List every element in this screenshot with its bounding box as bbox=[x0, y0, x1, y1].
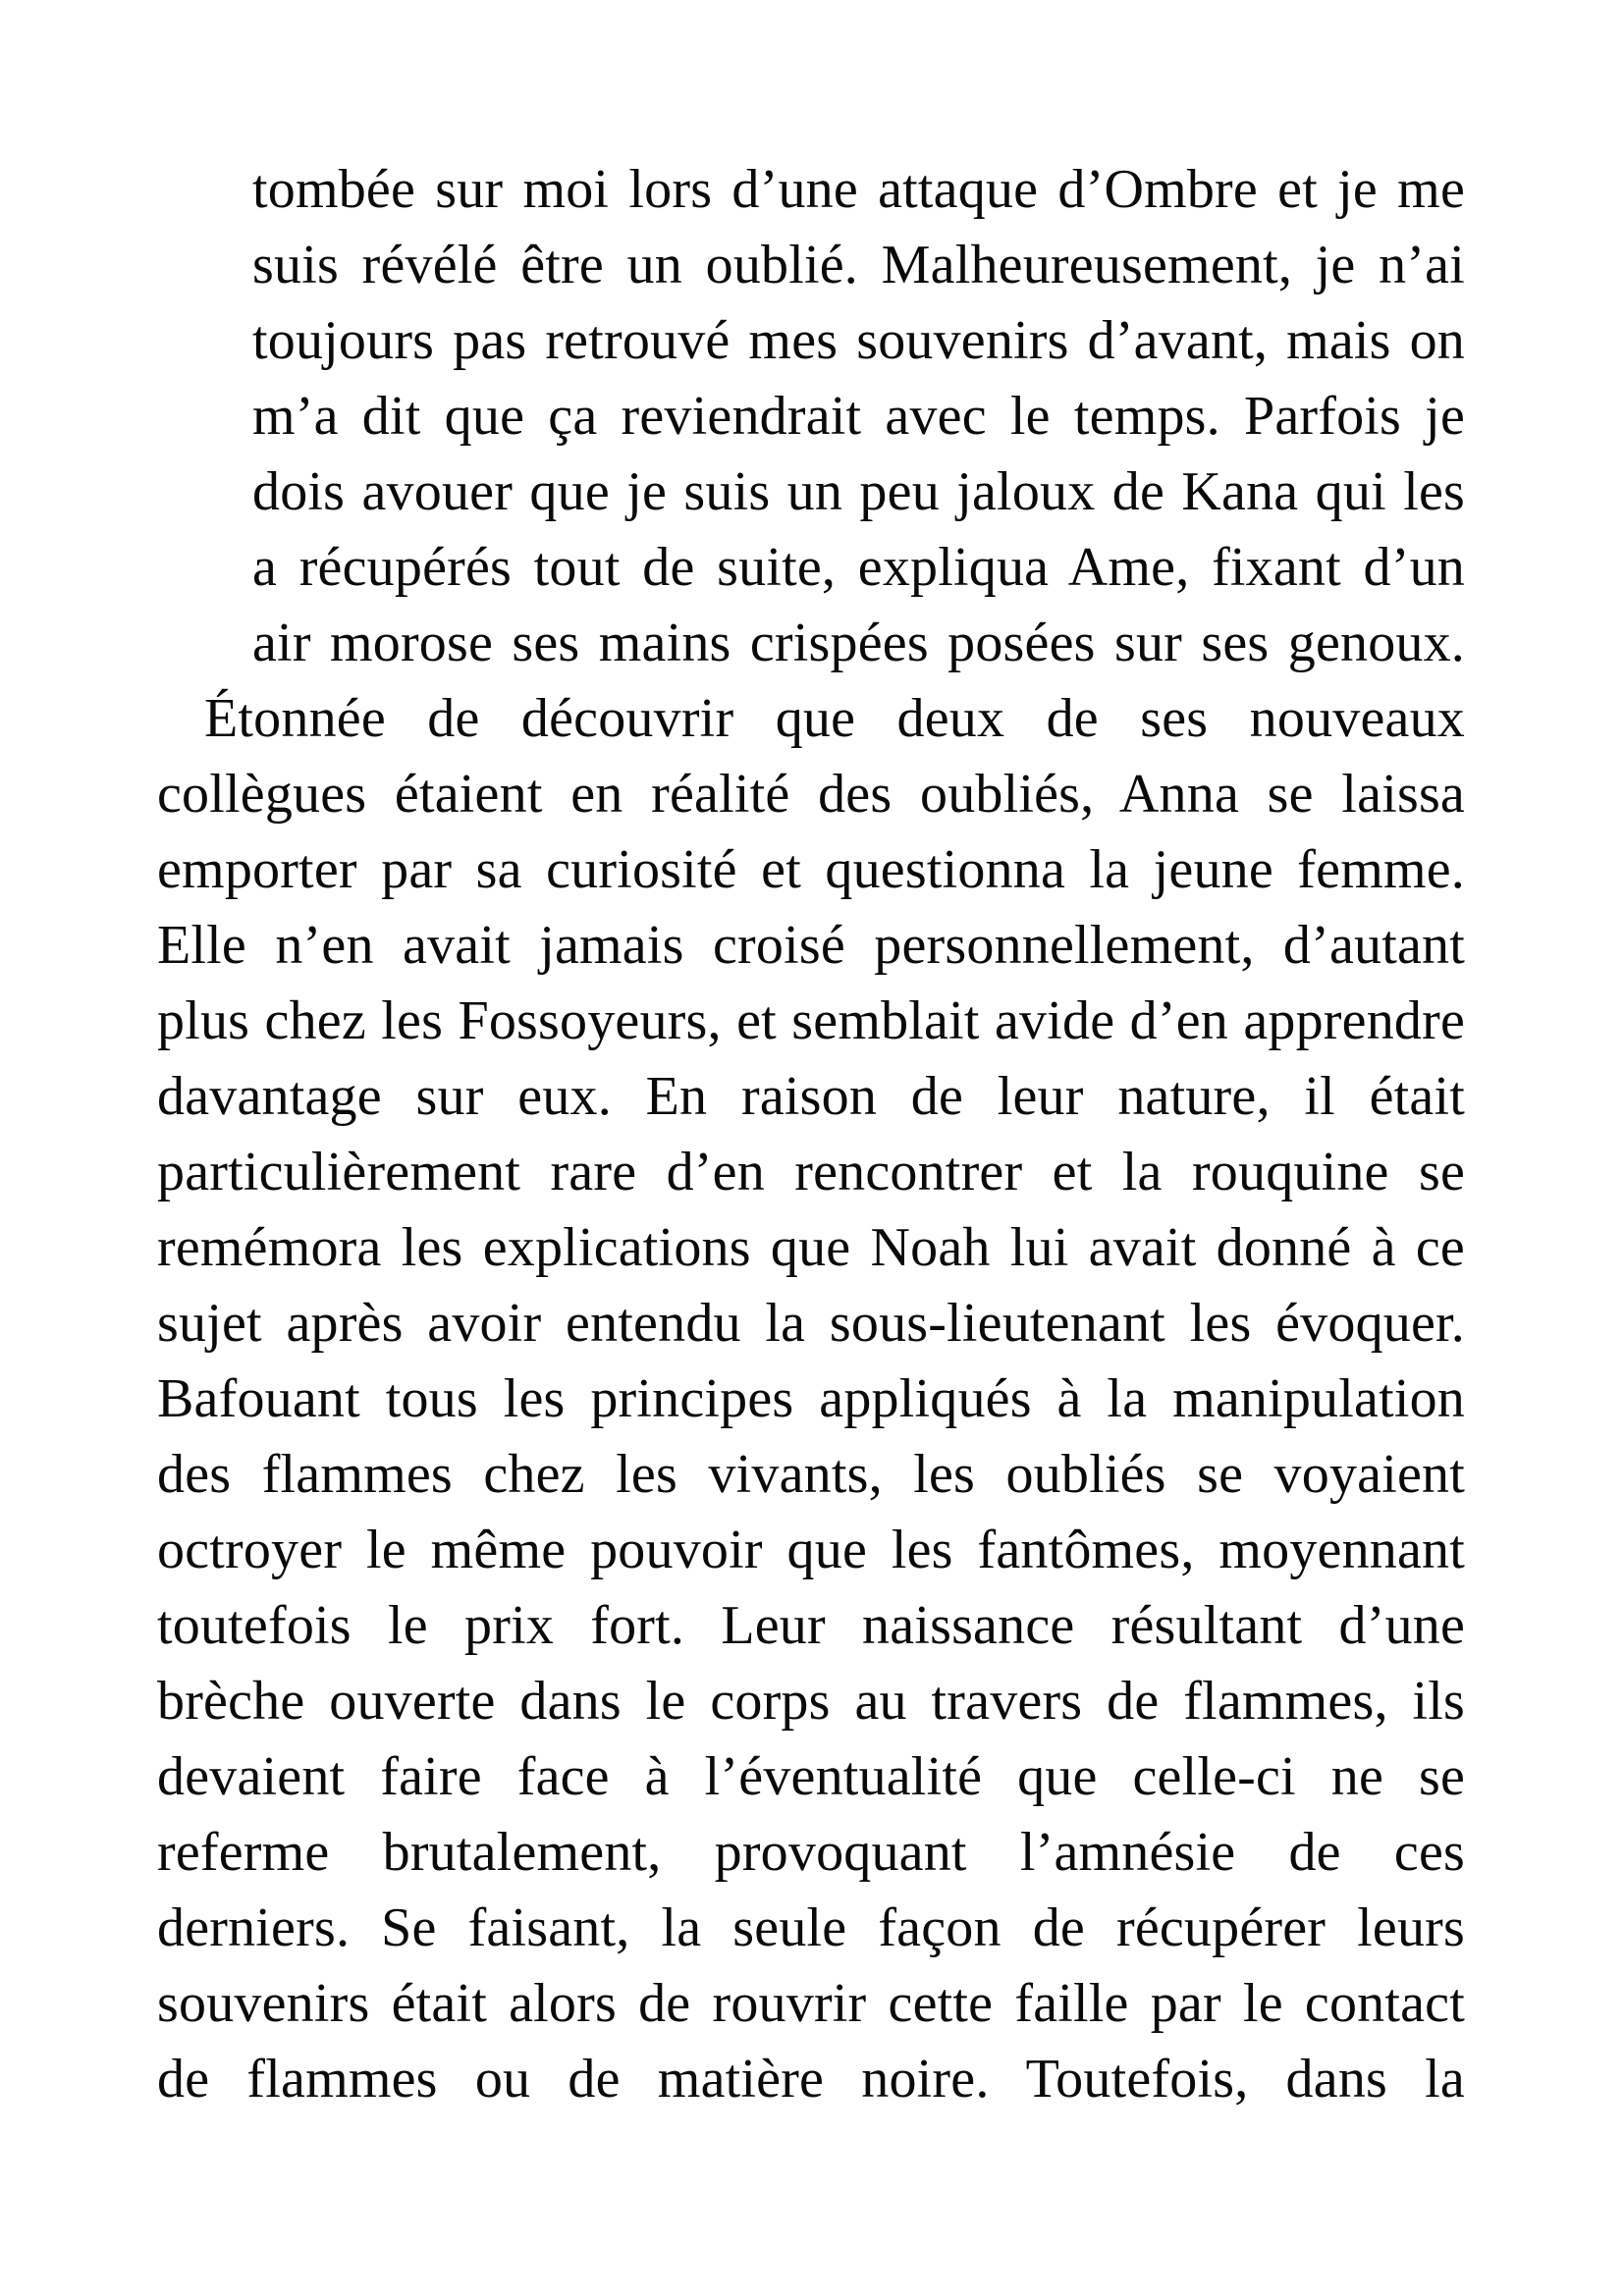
text-line: derniers. Se faisant, la seule façon de récupérer leurs bbox=[157, 1897, 1465, 1958]
text-line: plus chez les Fossoyeurs, et semblait avide d’en apprendre bbox=[157, 990, 1465, 1051]
paragraph-p1 bbox=[252, 152, 1465, 681]
text-line: Elle n’en avait jamais croisé personnellement, d’autant bbox=[157, 915, 1465, 976]
text-line: toutefois le prix fort. Leur naissance résultant d’une bbox=[157, 1595, 1465, 1656]
text-line: octroyer le même pouvoir que les fantômes, moyennant bbox=[157, 1520, 1465, 1580]
text-line: suis révélé être un oublié. Malheureusement, je n’ai bbox=[252, 235, 1465, 295]
text-line: air morose ses mains crispées posées sur ses genoux. bbox=[252, 613, 1465, 673]
text-block bbox=[157, 152, 1465, 2117]
text-line: referme brutalement, provoquant l’amnésie de ces bbox=[157, 1822, 1465, 1883]
text-line: dois avouer que je suis un peu jaloux de Kana qui les bbox=[252, 461, 1465, 522]
text-line: souvenirs était alors de rouvrir cette faille par le contact bbox=[157, 1973, 1465, 2034]
text-line: sujet après avoir entendu la sous-lieutenant les évoquer. bbox=[157, 1293, 1465, 1354]
text-line: devaient faire face à l’éventualité que celle-ci ne se bbox=[157, 1746, 1465, 1807]
text-line: Étonnée de découvrir que deux de ses nouveaux bbox=[204, 688, 1465, 749]
text-line: brèche ouverte dans le corps au travers de flammes, ils bbox=[157, 1671, 1465, 1732]
text-line: a récupérés tout de suite, expliqua Ame, fixant d’un bbox=[252, 537, 1465, 598]
text-line: particulièrement rare d’en rencontrer et la rouquine se bbox=[157, 1142, 1465, 1202]
text-line: emporter par sa curiosité et questionna la jeune femme. bbox=[157, 839, 1465, 900]
text-line: des flammes chez les vivants, les oubliés se voyaient bbox=[157, 1444, 1465, 1505]
text-line: de flammes ou de matière noire. Toutefois, dans la bbox=[157, 2049, 1465, 2109]
text-line: Bafouant tous les principes appliqués à la manipulation bbox=[157, 1368, 1465, 1429]
text-line: tombée sur moi lors d’une attaque d’Ombre et je me bbox=[252, 159, 1465, 220]
paragraph-p2 bbox=[157, 681, 1465, 2117]
text-line: collègues étaient en réalité des oubliés, Anna se laissa bbox=[157, 764, 1465, 825]
text-line: toujours pas retrouvé mes souvenirs d’avant, mais on bbox=[252, 310, 1465, 371]
text-line: remémora les explications que Noah lui avait donné à ce bbox=[157, 1217, 1465, 1278]
text-line: m’a dit que ça reviendrait avec le temps. Parfois je bbox=[252, 386, 1465, 447]
text-line: davantage sur eux. En raison de leur nature, il était bbox=[157, 1066, 1465, 1127]
